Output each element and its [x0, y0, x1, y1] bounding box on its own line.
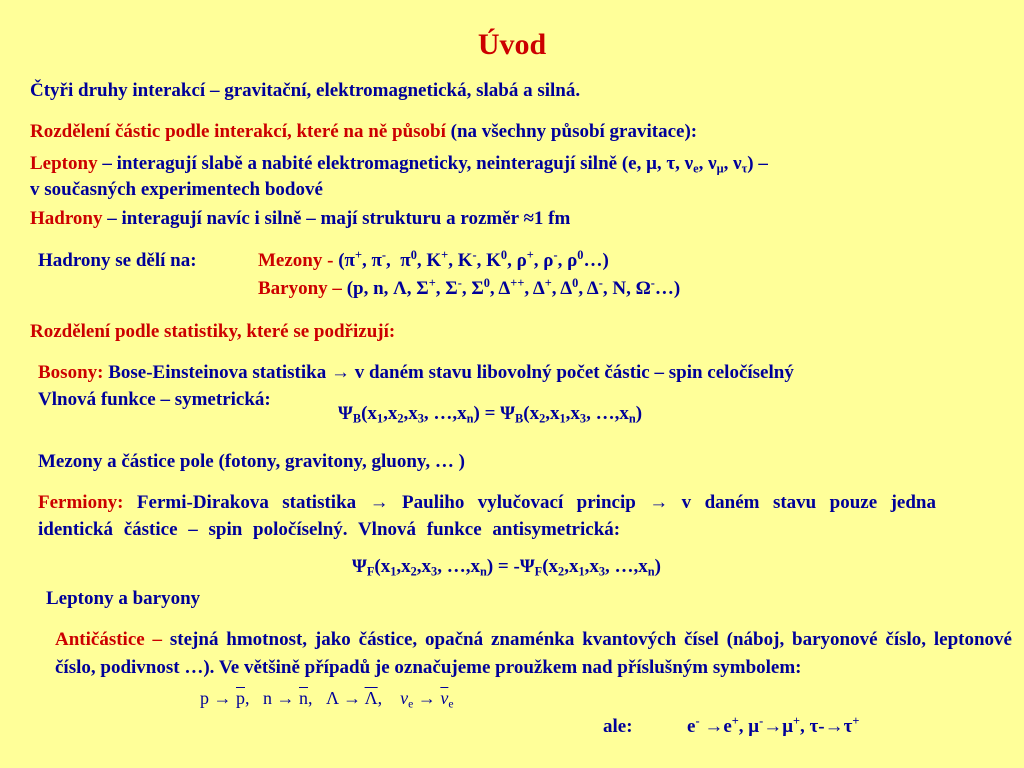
leptons-line: Leptony – interagují slabě a nabité elektromagneticky, neinteragují silně (e, μ, τ, $\nu_e$, $\nu_\mu$, $\nu_\tau$) – [30, 153, 768, 176]
leptons-line-2: v současných experimentech bodové [30, 179, 323, 200]
antiparticles-text: stejná hmotnost, jako částice, opačná znaménka kvantových čísel (náboj, baryonové číslo, leptonové číslo, podivnost …). Ve většině případů je označujeme proužkem nad příslušným symbolem: [55, 629, 1012, 678]
bosons-text: Bose-Einsteinova statistika → v daném stavu libovolný počet částic – spin celočíselný [103, 362, 794, 383]
interaction-split-heading [30, 121, 697, 143]
baryons-line: Baryony – (p, n, Λ, Σ+, Σ-, $\Sigma^0$, Δ++, Δ+, $\Delta^0$, Δ-, N, Ω-…) [258, 276, 681, 299]
bosons-label: Bosony: [38, 362, 104, 383]
fermions-label: Fermiony: [38, 492, 124, 513]
boson-symmetric-equation: $\Psi_B(x_1,x_2,x_3$, $\dots,x_n) = \Psi_B(x_2,x_1,x_3$, $\dots,x_n$) [338, 403, 643, 426]
bosons-examples: Mezony a částice pole (fotony, gravitony, gluony, … ) [38, 451, 465, 472]
antiparticle-notation-examples: $p \to \overline{p}$, $n \to \overline{n}$, $\Lambda \to \overline{\Lambda}$, $\nu_e \to \overline{\nu}_e$ [200, 688, 454, 711]
but-label: ale: [603, 716, 633, 737]
antiparticles-paragraph [55, 626, 1012, 682]
hadrons-text: – interagují navíc i silně – mají strukturu a rozměr ≈1 fm [102, 208, 571, 229]
but-examples: e- →e+, μ-→μ+, τ-→τ+ [687, 714, 860, 737]
fermions-paragraph [38, 489, 936, 543]
interaction-split-title: Rozdělení částic podle interakcí, které na ně působí [30, 121, 446, 142]
fermion-antisymmetric-equation: $\Psi_F(x_1,x_2,x_3$, $\dots,x_n) = -\Psi_F(x_2,x_1,x_3$, $\dots,x_n$) [352, 556, 661, 579]
mesons-label: Mezony - [258, 250, 334, 271]
bosons-wave-label: Vlnová funkce – symetrická: [38, 389, 271, 410]
hadron-split-label: Hadrony se dělí na: [38, 250, 197, 271]
fermions-text: Fermi-Dirakova statistika → Pauliho vylučovací princip → v daném stavu pouze jedna identická částice – spin poločíselný. Vlnová funkce antisymetrická: [38, 492, 936, 540]
bosons-line [38, 362, 794, 384]
hadrons-label: Hadrony [30, 208, 103, 229]
statistics-split-heading: Rozdělení podle statistiky, které se podřizují: [30, 321, 396, 342]
page-title: Úvod [477, 28, 547, 61]
interaction-split-note: (na všechny působí gravitace): [445, 121, 698, 142]
leptons-label: Leptony [30, 153, 98, 174]
mesons-line: Mezony - (π+, π-, $\pi^0$, K+, K-, $K^0$, ρ+, ρ-, $\rho^0\dots$) [258, 248, 609, 271]
baryons-label: Baryony – [258, 278, 342, 299]
fermions-examples: Leptony a baryony [46, 588, 201, 609]
hadrons-line [30, 208, 570, 230]
antiparticles-label: Antičástice – [55, 629, 163, 650]
leptons-text: – interagují slabě a nabité elektromagneticky, neinteragují silně (e, μ, τ, ν [97, 153, 694, 174]
intro-line: Čtyři druhy interakcí – gravitační, elektromagnetická, slabá a silná. [30, 80, 581, 101]
